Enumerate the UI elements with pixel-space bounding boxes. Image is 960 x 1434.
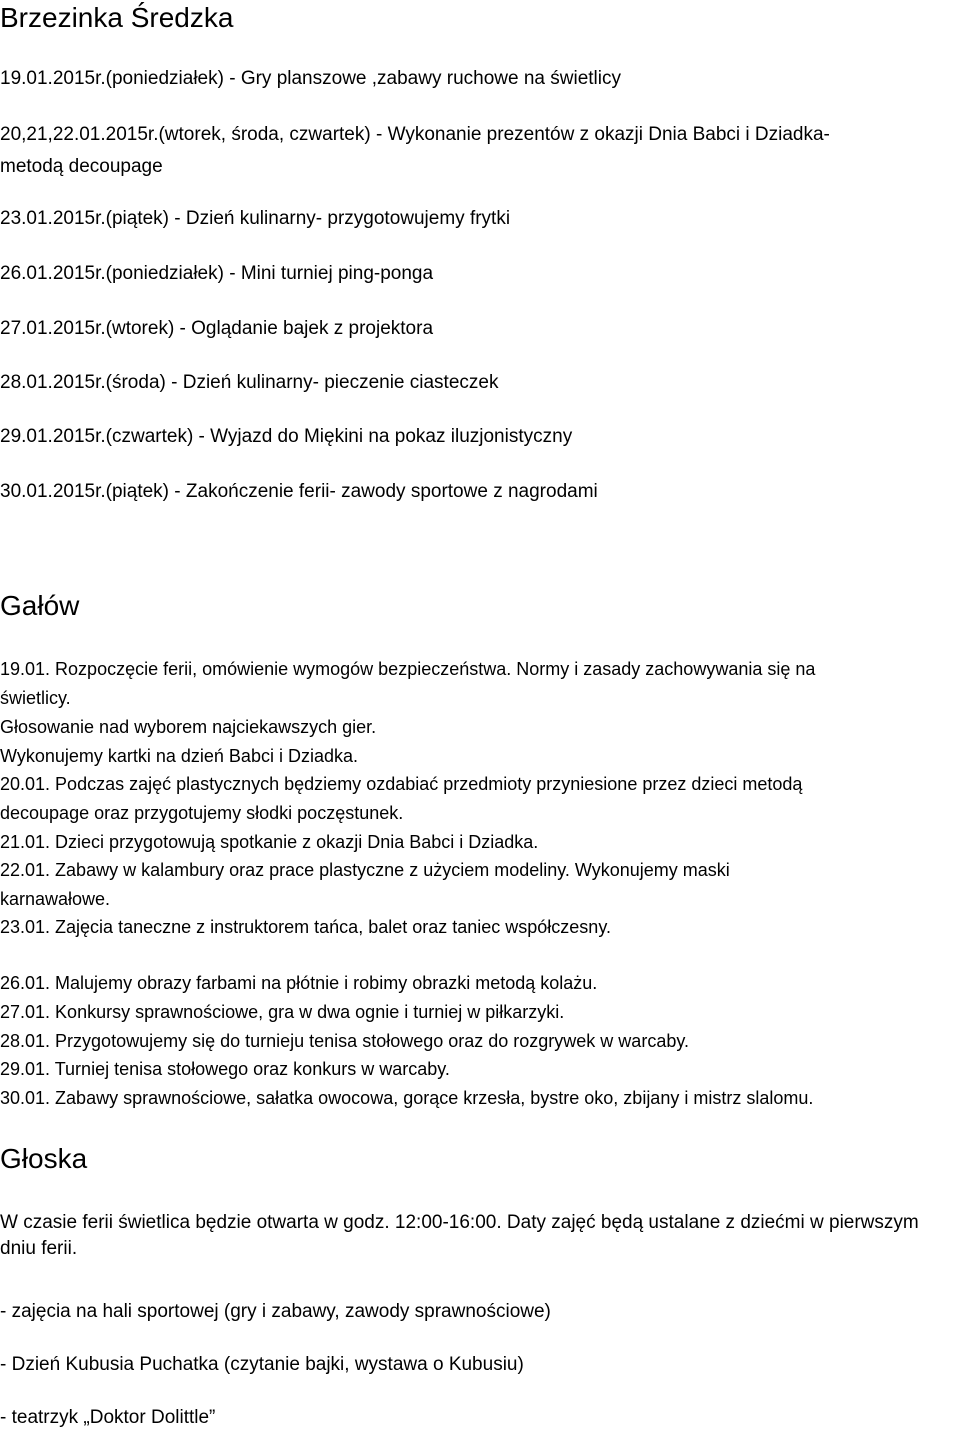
list-item: decoupage oraz przygotujemy słodki poczęstunek. <box>0 803 404 823</box>
list-item: 20.01. Podczas zajęć plastycznych będziemy ozdabiać przedmioty przyniesione przez dzieci metodą <box>0 774 803 794</box>
list-item: 27.01. Konkursy sprawnościowe, gra w dwa ognie i turniej w piłkarzyki. <box>0 1002 565 1022</box>
section-intro: W czasie ferii świetlica będzie otwarta w godz. 12:00-16:00. Daty zajęć będą ustalane z dziećmi w pierwszym dniu ferii. <box>0 1212 919 1259</box>
list-item: 26.01.2015r.(poniedziałek) - Mini turniej ping-ponga <box>0 263 434 284</box>
list-item: 21.01. Dzieci przygotowują spotkanie z okazji Dnia Babci i Dziadka. <box>0 832 539 852</box>
list-item: świetlicy. <box>0 688 71 708</box>
section-title-galow: Gałów <box>0 590 80 621</box>
list-item: Głosowanie nad wyborem najciekawszych gier. <box>0 717 377 737</box>
section-title-gloska: Głoska <box>0 1143 88 1174</box>
list-item: 19.01.2015r.(poniedziałek) - Gry planszowe ,zabawy ruchowe na świetlicy <box>0 68 621 89</box>
list-item: 30.01.2015r.(piątek) - Zakończenie ferii- zawody sportowe z nagrodami <box>0 481 598 502</box>
list-item: 23.01. Zajęcia taneczne z instruktorem tańca, balet oraz taniec współczesny. <box>0 917 611 937</box>
list-item: 28.01.2015r.(środa) - Dzień kulinarny- pieczenie ciasteczek <box>0 372 499 393</box>
list-item: karnawałowe. <box>0 889 111 909</box>
list-item: - zajęcia na hali sportowej (gry i zabawy, zawody sprawnościowe) <box>0 1301 551 1322</box>
list-item: 30.01. Zabawy sprawnościowe, sałatka owocowa, gorące krzesła, bystre oko, zbijany i mistrz slalomu. <box>0 1088 814 1108</box>
list-item: 29.01.2015r.(czwartek) - Wyjazd do Miękini na pokaz iluzjonistyczny <box>0 426 573 447</box>
section-title-brzezinka: Brzezinka Średzka <box>0 2 234 33</box>
list-item: 23.01.2015r.(piątek) - Dzień kulinarny- przygotowujemy frytki <box>0 208 511 229</box>
list-item: metodą decoupage <box>0 156 163 177</box>
list-item: 27.01.2015r.(wtorek) - Oglądanie bajek z projektora <box>0 318 434 339</box>
list-item: - teatrzyk „Doktor Dolittle” <box>0 1407 216 1428</box>
list-item: 28.01. Przygotowujemy się do turnieju tenisa stołowego oraz do rozgrywek w warcaby. <box>0 1031 690 1051</box>
list-item: 19.01. Rozpoczęcie ferii, omówienie wymogów bezpieczeństwa. Normy i zasady zachowywania się na <box>0 659 816 679</box>
list-item: 26.01. Malujemy obrazy farbami na płótnie i robimy obrazki metodą kolażu. <box>0 973 598 993</box>
list-item: 20,21,22.01.2015r.(wtorek, środa, czwartek) - Wykonanie prezentów z okazji Dnia Babci i Dziadka- <box>0 124 830 145</box>
list-item: 22.01. Zabawy w kalambury oraz prace plastyczne z użyciem modeliny. Wykonujemy maski <box>0 860 730 880</box>
list-item: Wykonujemy kartki na dzień Babci i Dziadka. <box>0 746 358 766</box>
list-item: 29.01. Turniej tenisa stołowego oraz konkurs w warcaby. <box>0 1059 450 1079</box>
list-item: - Dzień Kubusia Puchatka (czytanie bajki, wystawa o Kubusiu) <box>0 1354 524 1375</box>
